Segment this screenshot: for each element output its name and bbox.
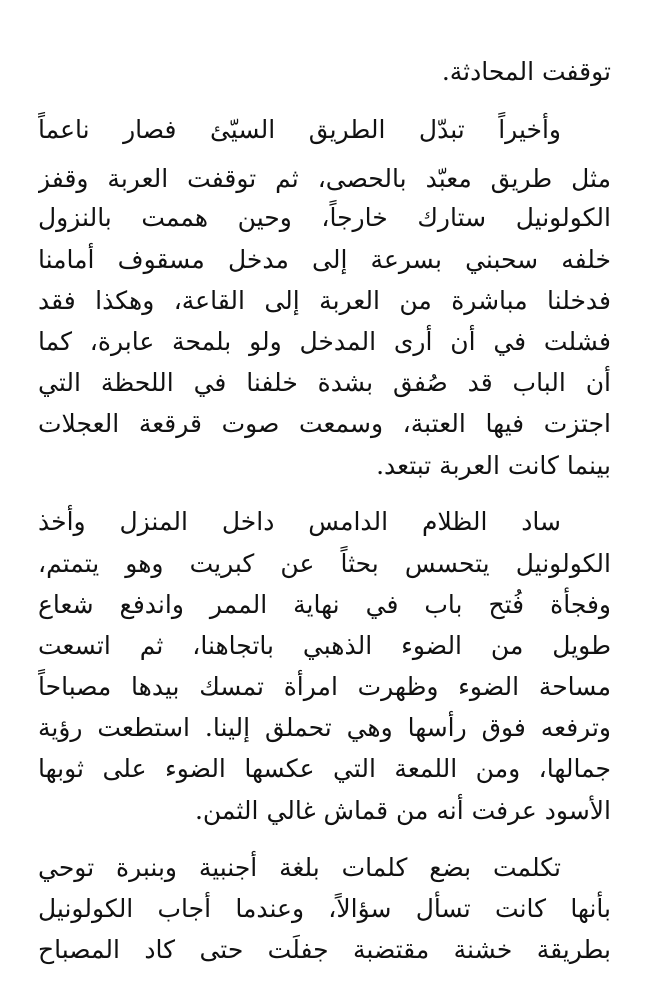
text-line: اجتزت فيها العتبة، وسمعت صوت قرقعة العجلات: [38, 409, 611, 438]
text-line: جمالها، ومن اللمعة التي عكسها الضوء على ثوبها: [38, 754, 611, 783]
text-line: مساحة الضوء وظهرت امرأة تمسك بيدها مصباحاً: [38, 672, 611, 701]
text-line: بطريقة خشنة مقتضبة جفلَت حتى كاد المصباح: [38, 935, 611, 964]
text-line: طويل من الضوء الذهبي باتجاهنا، ثم اتسعت: [38, 631, 611, 660]
text-line: الكولونيل يتحسس بحثاً عن كبريت وهو يتمتم،: [38, 549, 611, 578]
text-line: فشلت في أن أرى المدخل ولو بلمحة عابرة، كما: [38, 327, 611, 356]
text-line: بينما كانت العربة تبتعد.: [376, 451, 611, 480]
text-line: توقفت المحادثة.: [441, 57, 611, 86]
text-line: خلفه سحبني بسرعة إلى مدخل مسقوف أمامنا: [38, 245, 611, 274]
text-line: الأسود عرفت أنه من قماش غالي الثمن.: [194, 796, 611, 825]
text-line: ساد الظلام الدامس داخل المنزل وأخذ: [38, 507, 561, 536]
text-line: بأنها كانت تسأل سؤالاً، وعندما أجاب الكولونيل: [38, 894, 611, 923]
text-line: وترفعه فوق رأسها وهي تحملق إلينا. استطعت رؤية: [38, 713, 611, 742]
text-line: أن الباب قد صُفق بشدة خلفنا في اللحظة التي: [38, 368, 611, 397]
text-line: وفجأة فُتح باب في نهاية الممر واندفع شعاع: [38, 590, 611, 619]
text-line: الكولونيل ستارك خارجاً، وحين هممت بالنزول: [38, 203, 611, 232]
text-line: وأخيراً تبدّل الطريق السيّئ فصار ناعماً: [38, 115, 561, 144]
text-line: تكلمت بضع كلمات بلغة أجنبية وبنبرة توحي: [38, 853, 561, 882]
text-line: فدخلنا مباشرة من العربة إلى القاعة، وهكذا فقد: [38, 286, 611, 315]
text-line: مثل طريق معبّد بالحصى، ثم توقفت العربة وقفز: [38, 164, 611, 193]
